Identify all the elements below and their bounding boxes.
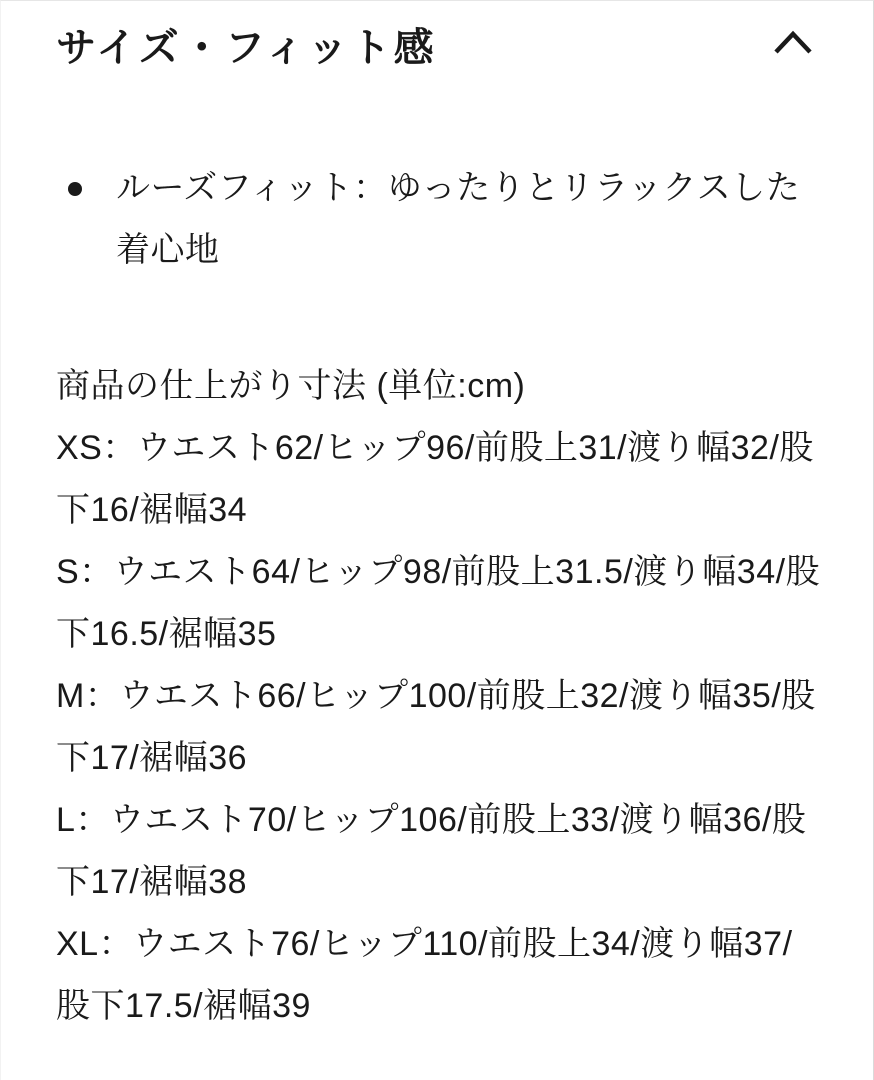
bullet-icon (56, 157, 116, 281)
list-item (56, 157, 825, 281)
measurements-block (56, 355, 825, 1037)
chevron-up-icon[interactable] (773, 29, 813, 57)
section-title: サイズ・フィット感 (56, 26, 437, 70)
size-spec-xl: XL：ウエスト76/ヒップ110/前股上34/渡り幅37/股下17.5/裾幅39 (56, 925, 793, 1025)
size-spec-xs: XS：ウエスト62/ヒップ96/前股上31/渡り幅32/股下16/裾幅34 (56, 429, 814, 529)
size-spec-m: M：ウエスト66/ヒップ100/前股上32/渡り幅35/股下17/裾幅36 (56, 677, 816, 777)
measurements-heading: 商品の仕上がり寸法 (単位:cm) (56, 367, 526, 405)
size-spec-s: S：ウエスト64/ヒップ98/前股上31.5/渡り幅34/股下16.5/裾幅35 (56, 553, 821, 653)
size-spec-l: L：ウエスト70/ヒップ106/前股上33/渡り幅36/股下17/裾幅38 (56, 801, 807, 901)
fit-note-text: ルーズフィット：ゆったりとリラックスした着心地 (116, 169, 801, 269)
fit-notes-list (56, 157, 825, 281)
size-fit-accordion-header[interactable] (56, 21, 825, 75)
